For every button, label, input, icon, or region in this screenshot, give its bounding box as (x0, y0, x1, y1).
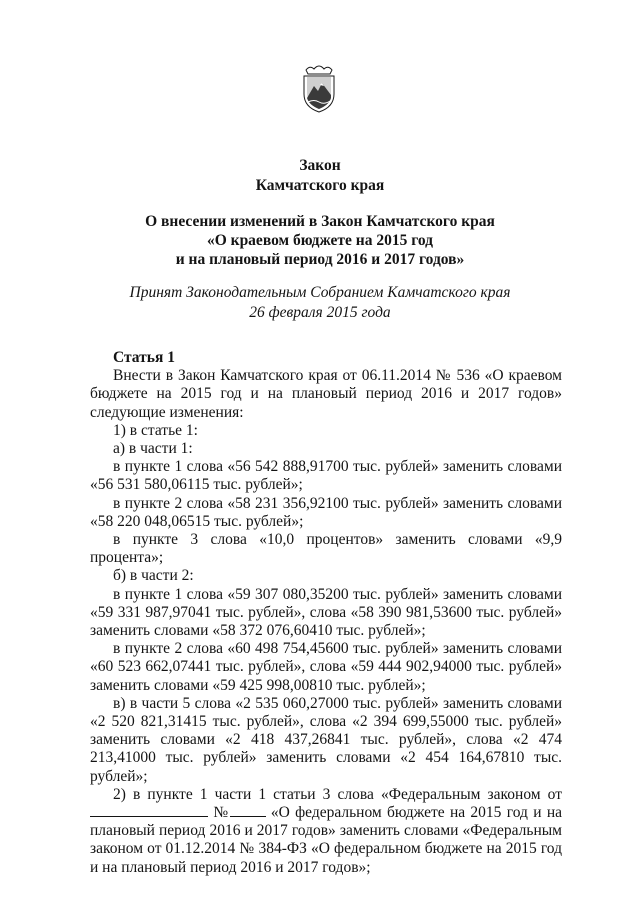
date-blank-line (90, 804, 208, 817)
part-b-point-2: в пункте 2 слова «60 498 754,45600 тыс. рублей» заменить словами «60 523 662,07441 тыс. рублей», слова «59 444 902,94000 тыс. рублей» заменить словами «59 425 998,00810 тыс. рублей»; (90, 640, 562, 694)
part-c: в) в части 5 слова «2 535 060,27000 тыс. рублей» заменить словами «2 520 821,31415 тыс. рублей», слова «2 394 699,55000 тыс. рублей» заменить словами «2 418 437,26841 тыс. рублей», слова «2 474 213,41000 тыс. рублей» заменить словами «2 454 164,67810 тыс. рублей»; (90, 694, 562, 785)
adoption-date: 26 февраля 2015 года (249, 304, 391, 321)
number-blank-line (230, 804, 266, 817)
part-a-point-3: в пункте 3 слова «10,0 процентов» заменить словами «9,9 процента»; (90, 531, 562, 567)
part-a: а) в части 1: (113, 440, 193, 458)
part-b-point-1: в пункте 1 слова «59 307 080,35200 тыс. рублей» заменить словами «59 331 987,97041 тыс. рублей», слова «58 390 981,53600 тыс. рублей» заменить словами «58 372 076,60410 тыс. рублей»; (90, 585, 562, 640)
law-subject-line-2: «О краевом бюджете на 2015 год (206, 232, 434, 249)
part-a-point-2: в пункте 2 слова «58 231 356,92100 тыс. рублей» заменить словами «58 220 048,06515 тыс. рублей»; (90, 494, 562, 530)
coat-of-arms-icon (296, 64, 342, 114)
article-body (90, 349, 562, 877)
law-title: Закон (299, 157, 341, 174)
item-2-start: 2) в пункте 1 части 1 статьи 3 слова «Федеральным законом от (113, 785, 562, 803)
law-subject-line-3: и на плановый период 2016 и 2017 годов» (175, 251, 465, 268)
law-title-region: Камчатского края (255, 177, 385, 194)
number-sign: № (213, 804, 230, 822)
article-title: Статья 1 (113, 349, 175, 366)
item-2 (90, 786, 562, 877)
adoption-statement: Принят Законодательным Собранием Камчатского края (129, 284, 511, 301)
law-subject-line-1: О внесении изменений в Закон Камчатского края (145, 213, 495, 230)
item-1: 1) в статье 1: (113, 421, 198, 439)
article-intro: Внести в Закон Камчатского края от 06.11.2014 № 536 «О краевом бюджете на 2015 год и на плановый период 2016 и 2017 годов» следующие изменения: (90, 367, 562, 421)
part-b: б) в части 2: (113, 567, 194, 585)
part-a-point-1: в пункте 1 слова «56 542 888,91700 тыс. рублей» заменить словами «56 531 580,06115 тыс. рублей»; (90, 458, 562, 494)
item-2-rest: «О федеральном бюджете на 2015 год и на плановый период 2016 и 2017 годов» заменить словами «Федеральным законом от 01.12.2014 № 384-ФЗ «О федеральном бюджете на 2015 год и на плановый период 2016 и 2017 годов»; (90, 804, 562, 876)
